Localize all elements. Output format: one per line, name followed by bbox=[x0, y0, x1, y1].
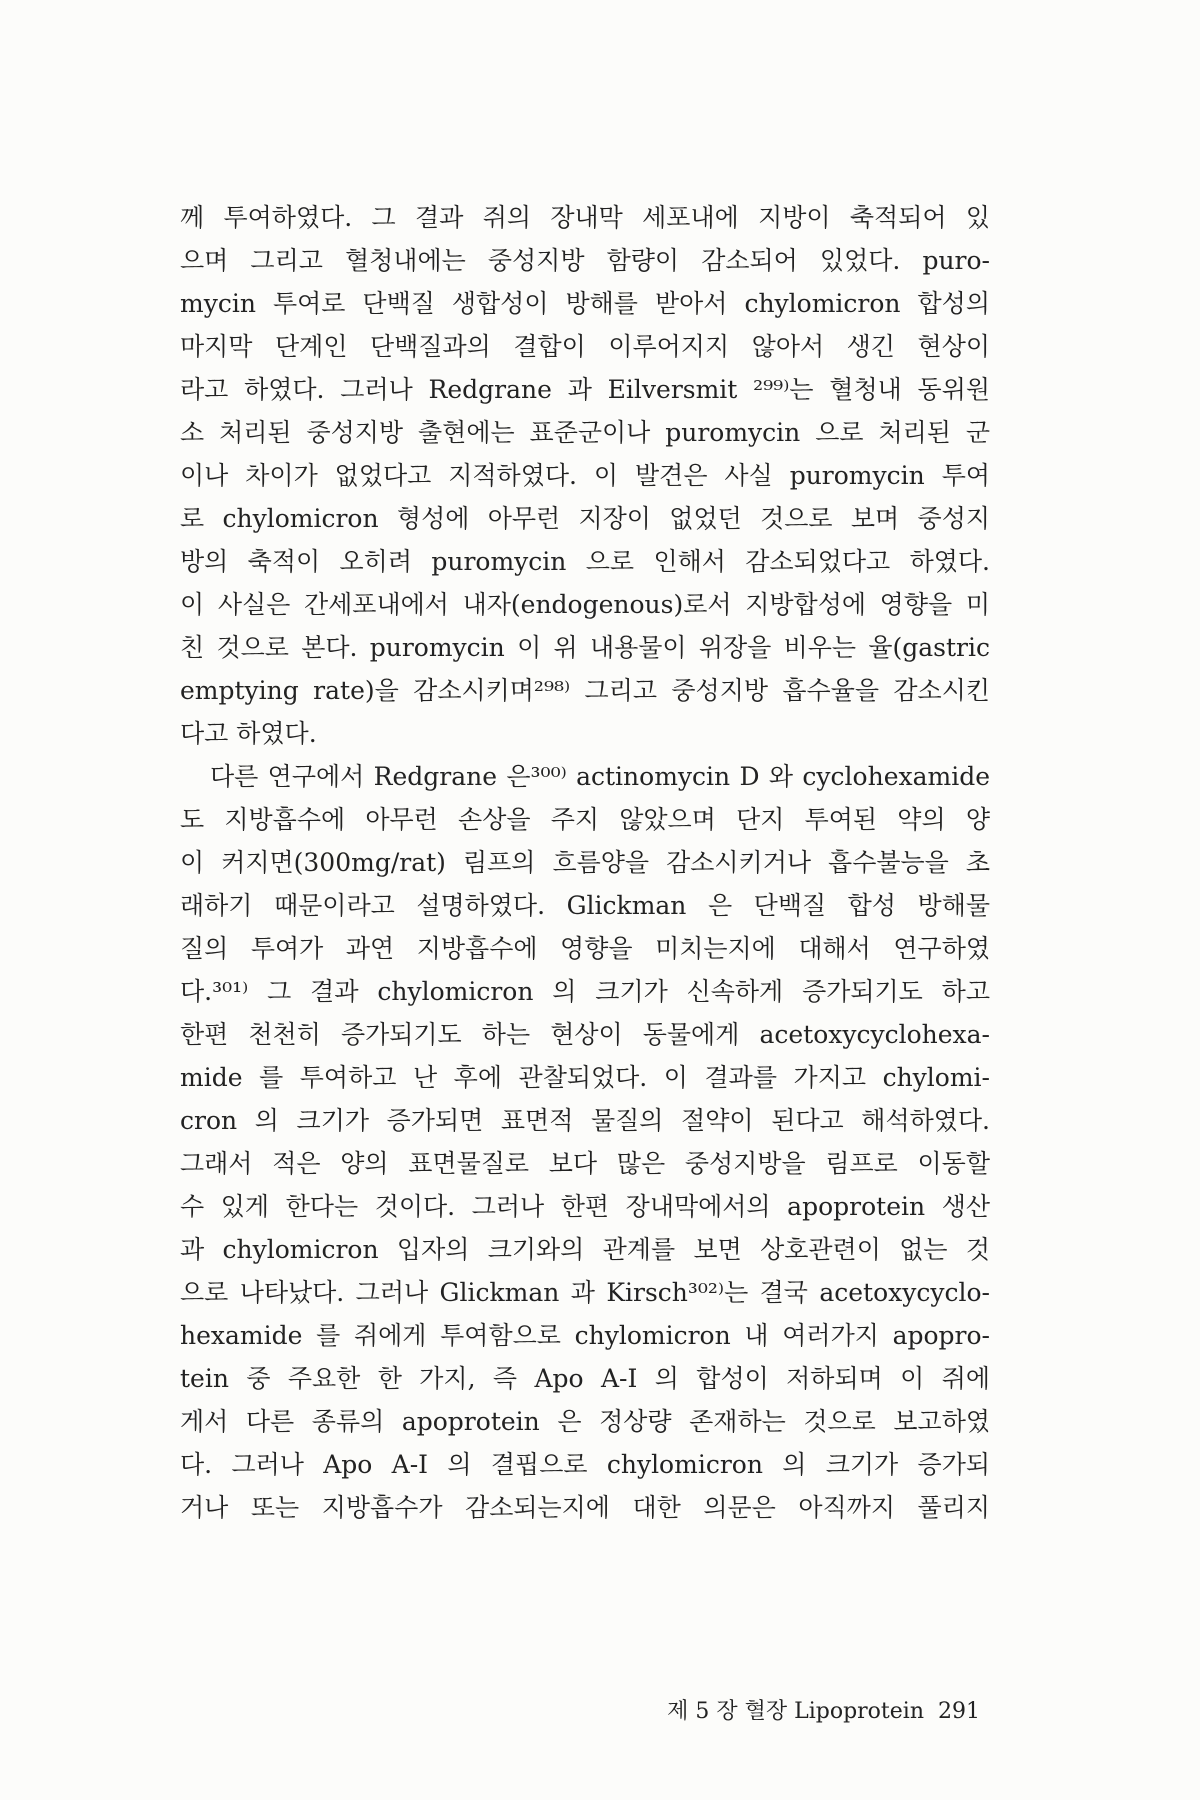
running-footer-chapter: 제 5 장 혈장 Lipoprotein bbox=[667, 1699, 924, 1724]
text-line: 마지막 단계인 단백질과의 결합이 이루어지지 않아서 생긴 현상이 bbox=[180, 332, 990, 361]
body-text bbox=[180, 196, 990, 1529]
text-line: 다. 그러나 Apo A-I 의 결핍으로 chylomicron 의 크기가 증가되 bbox=[180, 1450, 990, 1479]
text-line: 친 것으로 본다. puromycin 이 위 내용물이 위장을 비우는 율(gastric bbox=[180, 633, 990, 662]
text-line: 으며 그리고 혈청내에는 중성지방 함량이 감소되어 있었다. puro- bbox=[180, 246, 990, 275]
text-line: 다고 하였다. bbox=[180, 719, 317, 748]
text-line: 께 투여하였다. 그 결과 쥐의 장내막 세포내에 지방이 축적되어 있 bbox=[180, 203, 990, 232]
text-line: 래하기 때문이라고 설명하였다. Glickman 은 단백질 합성 방해물 bbox=[180, 891, 990, 920]
text-line: hexamide 를 쥐에게 투여함으로 chylomicron 내 여러가지 apopro- bbox=[180, 1321, 990, 1350]
text-line: 질의 투여가 과연 지방흡수에 영향을 미치는지에 대해서 연구하였 bbox=[180, 934, 990, 963]
text-line: 이나 차이가 없었다고 지적하였다. 이 발견은 사실 puromycin 투여 bbox=[180, 461, 990, 490]
text-line: 다른 연구에서 Redgrane 은³⁰⁰⁾ actinomycin D 와 cyclohexamide bbox=[210, 762, 990, 791]
text-line: 으로 나타났다. 그러나 Glickman 과 Kirsch³⁰²⁾는 결국 acetoxycyclo- bbox=[180, 1278, 990, 1307]
text-line: 거나 또는 지방흡수가 감소되는지에 대한 의문은 아직까지 풀리지 bbox=[180, 1493, 990, 1522]
page-number: 291 bbox=[938, 1699, 980, 1724]
text-line: 한편 천천히 증가되기도 하는 현상이 동물에게 acetoxycyclohexa- bbox=[180, 1020, 990, 1049]
text-line: 게서 다른 종류의 apoprotein 은 정상량 존재하는 것으로 보고하였 bbox=[180, 1407, 990, 1436]
text-line: 방의 축적이 오히려 puromycin 으로 인해서 감소되었다고 하였다. bbox=[180, 547, 990, 576]
text-line: 다.³⁰¹⁾ 그 결과 chylomicron 의 크기가 신속하게 증가되기도 하고 bbox=[180, 977, 990, 1006]
text-line: 소 처리된 중성지방 출현에는 표준군이나 puromycin 으로 처리된 군 bbox=[180, 418, 990, 447]
text-line: emptying rate)을 감소시키며²⁹⁸⁾ 그리고 중성지방 흡수율을 감소시킨 bbox=[180, 676, 990, 705]
text-line: 이 커지면(300mg/rat) 림프의 흐름양을 감소시키거나 흡수불능을 초 bbox=[180, 848, 990, 877]
text-line: tein 중 주요한 한 가지, 즉 Apo A-I 의 합성이 저하되며 이 쥐에 bbox=[180, 1364, 990, 1393]
text-line: cron 의 크기가 증가되면 표면적 물질의 절약이 된다고 해석하였다. bbox=[180, 1106, 990, 1135]
text-line: 이 사실은 간세포내에서 내자(endogenous)로서 지방합성에 영향을 미 bbox=[180, 590, 990, 619]
text-line: 과 chylomicron 입자의 크기와의 관계를 보면 상호관련이 없는 것 bbox=[180, 1235, 990, 1264]
text-line: mycin 투여로 단백질 생합성이 방해를 받아서 chylomicron 합성의 bbox=[180, 289, 990, 318]
text-line: 도 지방흡수에 아무런 손상을 주지 않았으며 단지 투여된 약의 양 bbox=[180, 805, 990, 834]
text-line: 그래서 적은 양의 표면물질로 보다 많은 중성지방을 림프로 이동할 bbox=[180, 1149, 990, 1178]
text-line: 로 chylomicron 형성에 아무런 지장이 없었던 것으로 보며 중성지 bbox=[180, 504, 990, 533]
page-footer bbox=[600, 1694, 980, 1725]
text-line: 라고 하였다. 그러나 Redgrane 과 Eilversmit ²⁹⁹⁾는 혈청내 동위원 bbox=[180, 375, 990, 404]
text-line: mide 를 투여하고 난 후에 관찰되었다. 이 결과를 가지고 chylomi- bbox=[180, 1063, 990, 1092]
text-line: 수 있게 한다는 것이다. 그러나 한편 장내막에서의 apoprotein 생산 bbox=[180, 1192, 990, 1221]
